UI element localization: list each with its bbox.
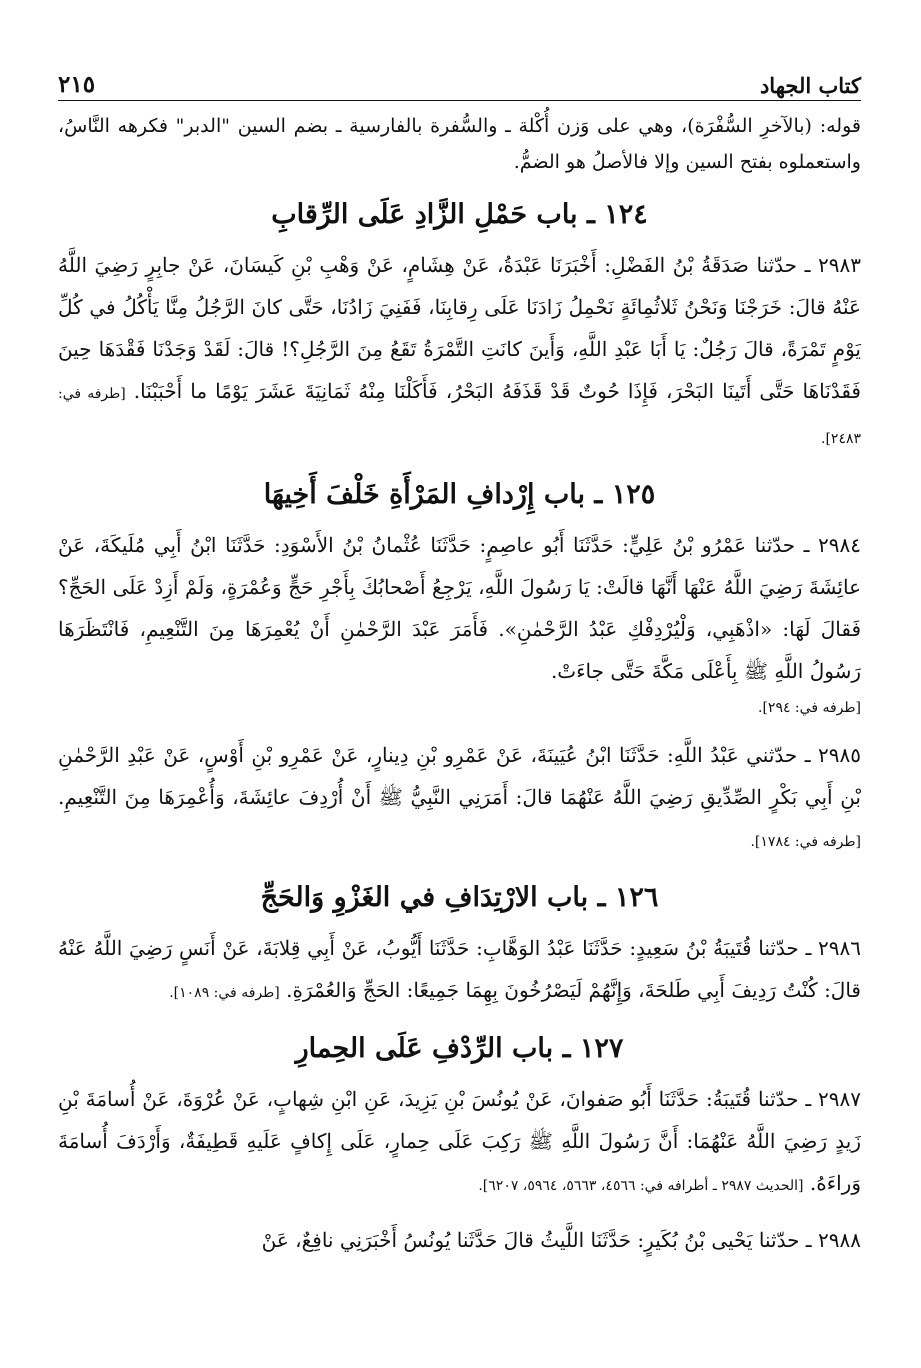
- cross-reference: [الحديث ٢٩٨٧ ـ أطرافه في: ٤٥٦٦، ٥٦٦٣، ٥٩٦٤، ٦٢٠٧].: [478, 1178, 804, 1194]
- hadith-2983: [58, 244, 861, 460]
- cross-reference: [طرفه في: ٢٤٨٣].: [58, 386, 861, 447]
- cross-reference: [طرفه في: ١٧٨٤].: [750, 834, 861, 850]
- chapter-heading-125: ١٢٥ ـ باب إِرْدافِ المَرْأَةِ خَلْفَ أَخِيهَا: [263, 479, 656, 510]
- header-rule: [58, 100, 861, 101]
- cross-reference: [طرفه في: ١٠٨٩].: [169, 985, 280, 1001]
- hadith-2986: [58, 927, 861, 1014]
- book-title: كتاب الجهاد: [759, 73, 861, 98]
- chapter-heading-126: ١٢٦ ـ باب الارْتِدَافِ في الغَزْوِ وَالحَجِّ: [260, 882, 659, 913]
- hadith-2987: [58, 1078, 861, 1207]
- spacer: [58, 1207, 861, 1219]
- hadith-text: ٢٩٨٦ ـ حدّثنا قُتَيبَةُ بْنُ سَعِيدٍ: حَدَّثَنَا عَبْدُ الوَهَّابِ: حَدَّثَنَا أَيُّوبُ، عَنْ أَبِي قِلابَةَ، عَنْ أَنَسٍ رَضِيَ اللَّهُ عَنْهُ قالَ: كُنْتُ رَدِيفَ أَبِي طَلحَةَ، وَإِنَّهُمْ لَيَصْرُخُونَ بِهِمَا جَمِيعًا: الحَجِّ وَالعُمْرَةِ.: [58, 936, 861, 1002]
- hadith-2988: ٢٩٨٨ ـ حدّثنا يَحْيى بْنُ بُكَيرٍ: حَدَّثَنَا اللَّيثُ قالَ حَدَّثَنا يُونُسُ أَخْبَرَنِي نافِعٌ، عَنْ: [261, 1228, 861, 1252]
- hadith-2985: [58, 734, 861, 863]
- chapter-heading-127: ١٢٧ ـ باب الرِّدْفِ عَلَى الحِمارِ: [295, 1033, 624, 1064]
- intro-note: قوله: (بالآخرِ السُّفْرَة)، وهي على وَزن أُكْلة ـ والسُّفرة بالفارسية ـ بضم السين "الدبر" فكرهه النَّاسُ، واستعملوه بفتح السين وإلا فالأصلُ هو الضمُّ.: [58, 115, 861, 173]
- page-body: [58, 108, 861, 1261]
- chapter-heading-124: ١٢٤ ـ باب حَمْلِ الزَّادِ عَلَى الرِّقابِ: [271, 199, 648, 230]
- hadith-text: ٢٩٨٧ ـ حدّثنا قُتَيبَةُ: حَدَّثَنَا أَبُو صَفوانَ، عَنْ يُونُسَ بْنِ يَزِيدَ، عَنِ ابْنِ شِهابٍ، عَنْ عُرْوَةَ، عَنْ أُسامَةَ بْنِ زَيدٍ رَضِيَ اللَّهُ عَنْهُمَا: أَنَّ رَسُولَ اللَّهِ ﷺ رَكِبَ عَلَى حِمارٍ، عَلَى إِكافٍ عَلَيهِ قَطِيفَةٌ، وَأَرْدَفَ أُسامَةَ وَراءَهُ.: [58, 1087, 861, 1195]
- hadith-2984: ٢٩٨٤ ـ حدّثنا عَمْرُو بْنُ عَلِيٍّ: حَدَّثَنَا أَبُو عاصِمٍ: حَدَّثَنَا عُثْمانُ بْنُ الأَسْوَدِ: حَدَّثَنَا ابْنُ أَبِي مُلَيكَةَ، عَنْ عائِشَةَ رَضِيَ اللَّهُ عَنْهَا أَنَّهَا قالَتْ: يَا رَسُولَ اللَّهِ، يَرْجِعُ أَصْحابُكَ بِأَجْرِ حَجٍّ وَعُمْرَةٍ، وَلَمْ أَزِدْ عَلَى الحَجِّ؟ فَقالَ لَهَا: «اذْهَبِي، وَلْيُرْدِفْكِ عَبْدُ الرَّحْمٰنِ». فَأَمَرَ عَبْدَ الرَّحْمٰنِ أَنْ يُعْمِرَهَا مِنَ التَّنْعِيمِ، فَانْتَظَرَهَا رَسُولُ اللَّهِ ﷺ بِأَعْلَى مَكَّةَ حَتَّى جاءَتْ.: [58, 533, 861, 683]
- running-header: [58, 56, 861, 98]
- cross-reference: [طرفه في: ٢٩٤].: [758, 700, 861, 716]
- page-number: ٢١٥: [58, 71, 96, 98]
- hadith-text: ٢٩٨٣ ـ حدّثنا صَدَقَةُ بْنُ الفَضْلِ: أَخْبَرَنَا عَبْدَةُ، عَنْ هِشَامٍ، عَنْ وَهْبِ بْنِ كَيسَانَ، عَنْ جابِرٍ رَضِيَ اللَّهُ عَنْهُ قالَ: خَرَجْنَا وَنَحْنُ ثَلاثُمِائَةٍ نَحْمِلُ زَادَنَا عَلَى رِقابِنَا، فَفَنِيَ زَادُنَا، حَتَّى كانَ الرَّجُلُ مِنَّا يَأْكُلُ في كُلِّ يَوْمٍ تَمْرَةً، قالَ رَجُلٌ: يَا أَبَا عَبْدِ اللَّهِ، وَأَينَ كانَتِ التَّمْرَةُ تَقَعُ مِنَ الرَّجُلِ؟! قالَ: لَقَدْ وَجَدْنَا فَقْدَهَا حِينَ فَقَدْنَاهَا حَتَّى أَتَينَا البَحْرَ، فَإِذَا حُوتٌ قَدْ قَذَفَهُ البَحْرُ، فَأَكَلْنَا مِنْهُ ثَمَانِيَةَ عَشَرَ يَوْمًا ما أَحْبَبْنَا.: [58, 253, 861, 403]
- hadith-text: ٢٩٨٥ ـ حدّثني عَبْدُ اللَّهِ: حَدَّثَنَا ابْنُ عُيَينَةَ، عَنْ عَمْرِو بْنِ دِينارٍ، عَنْ عَمْرِو بْنِ أَوْسٍ، عَنْ عَبْدِ الرَّحْمٰنِ بْنِ أَبِي بَكْرٍ الصِّدِّيقِ رَضِيَ اللَّهُ عَنْهُمَا قالَ: أَمَرَنِي النَّبِيُّ ﷺ أَنْ أُرْدِفَ عائِشَةَ، وَأُعْمِرَهَا مِنَ التَّنْعِيمِ.: [58, 743, 861, 809]
